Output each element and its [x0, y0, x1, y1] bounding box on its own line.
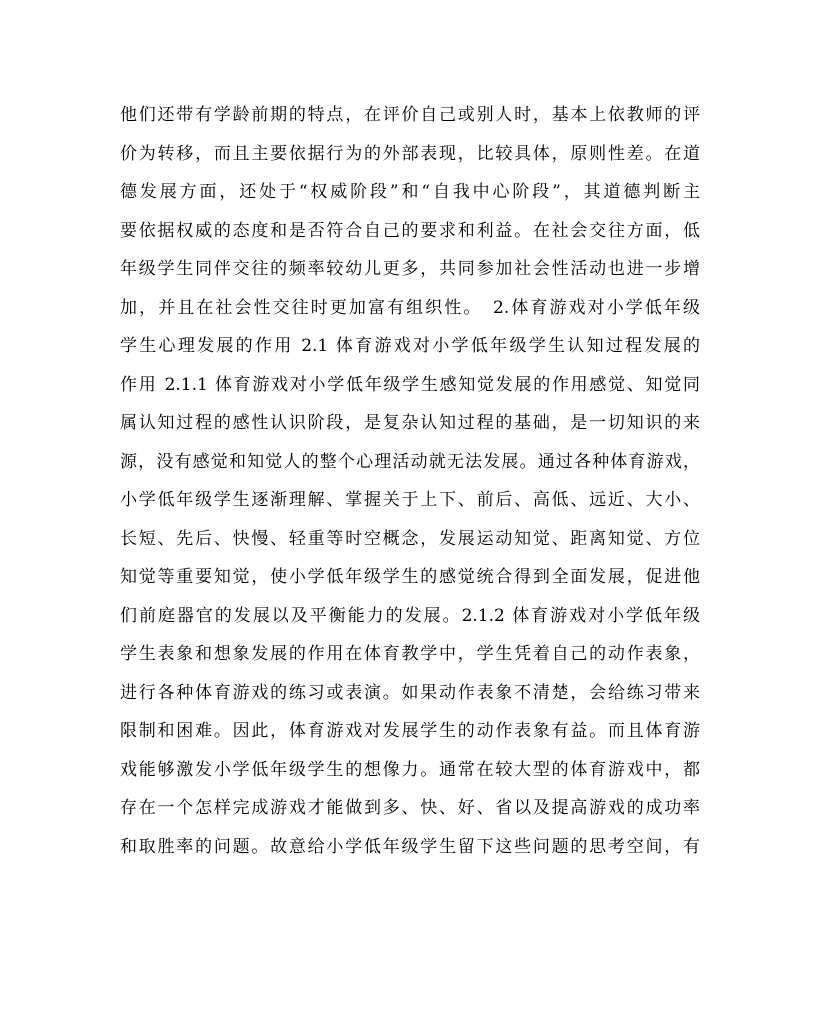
- body-text: [120, 96, 700, 866]
- text-line: 和取胜率的问题。故意给小学低年级学生留下这些问题的思考空间，有: [120, 836, 700, 857]
- text-line: 作用 2.1.1 体育游戏对小学低年级学生感知觉发展的作用感觉、知觉同: [120, 374, 700, 395]
- text-line: 加，并且在社会性交往时更加富有组织性。 2.体育游戏对小学低年级: [120, 297, 700, 318]
- text-line: 戏能够激发小学低年级学生的想像力。通常在较大型的体育游戏中，都: [120, 759, 700, 780]
- text-line: 长短、先后、快慢、轻重等时空概念，发展运动知觉、距离知觉、方位: [120, 528, 700, 549]
- text-line: 价为转移，而且主要依据行为的外部表现，比较具体，原则性差。在道: [120, 143, 700, 164]
- text-line: 限制和困难。因此，体育游戏对发展学生的动作表象有益。而且体育游: [120, 721, 700, 741]
- text-line: 年级学生同伴交往的频率较幼儿更多，共同参加社会性活动也进一步增: [120, 259, 700, 279]
- text-line: 们前庭器官的发展以及平衡能力的发展。2.1.2 体育游戏对小学低年级: [120, 605, 700, 626]
- text-line: 存在一个怎样完成游戏才能做到多、快、好、省以及提高游戏的成功率: [120, 798, 700, 818]
- text-line: 学生心理发展的作用 2.1 体育游戏对小学低年级学生认知过程发展的: [120, 336, 700, 356]
- text-line: 他们还带有学龄前期的特点，在评价自己或别人时，基本上依教师的评: [120, 105, 700, 125]
- text-line: 小学低年级学生逐渐理解、掌握关于上下、前后、高低、远近、大小、: [120, 490, 700, 510]
- text-line: 进行各种体育游戏的练习或表演。如果动作表象不清楚，会给练习带来: [120, 682, 700, 703]
- text-line: 源，没有感觉和知觉人的整个心理活动就无法发展。通过各种体育游戏，: [120, 451, 700, 472]
- text-line: 属认知过程的感性认识阶段，是复杂认知过程的基础，是一切知识的来: [120, 413, 700, 433]
- text-line: 知觉等重要知觉，使小学低年级学生的感觉统合得到全面发展，促进他: [120, 567, 700, 587]
- text-line: 要依据权威的态度和是否符合自己的要求和利益。在社会交往方面，低: [120, 220, 700, 241]
- text-line: 德发展方面，还处于“权威阶段”和“自我中心阶段”，其道德判断主: [120, 182, 700, 202]
- text-line: 学生表象和想象发展的作用在体育教学中，学生凭着自己的动作表象，: [120, 644, 700, 664]
